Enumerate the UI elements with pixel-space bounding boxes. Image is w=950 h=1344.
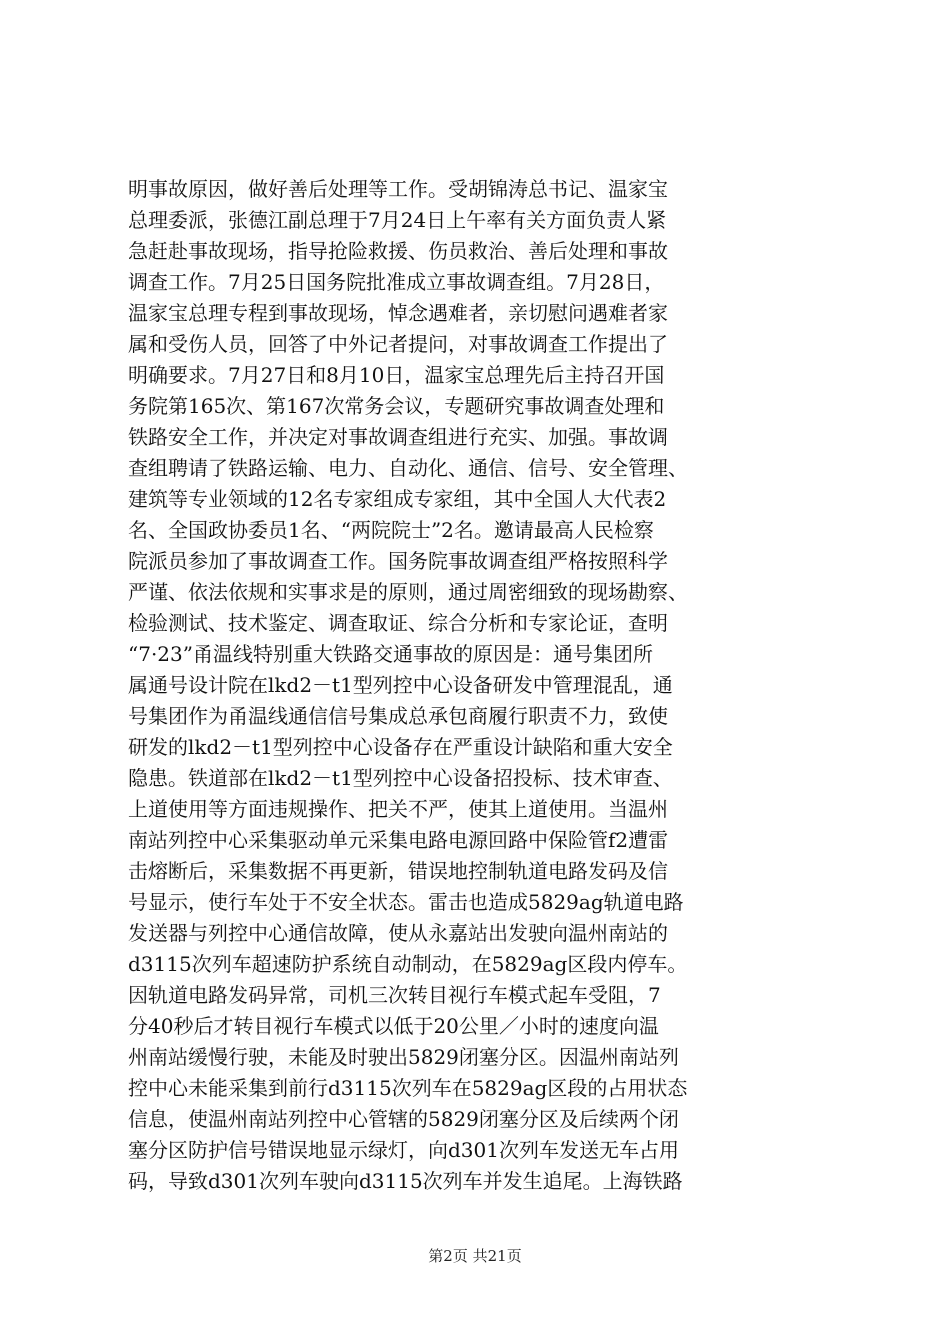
text-line: “7·23”甬温线特别重大铁路交通事故的原因是：通号集团所 [128,642,653,666]
text-line: 南站列控中心采集驱动单元采集电路电源回路中保险管f2遭雷 [128,828,669,852]
text-line: 号集团作为甬温线通信信号集成总承包商履行职责不力，致使 [128,704,668,728]
text-line: 发送器与列控中心通信故障，使从永嘉站出发驶向温州南站的 [128,921,668,945]
text-line: 院派员参加了事故调查工作。国务院事故调查组严格按照科学 [128,549,668,573]
text-line: 因轨道电路发码异常，司机三次转目视行车模式起车受阻，7 [128,983,661,1007]
text-line: 码，导致d301次列车驶向d3115次列车并发生追尾。上海铁路 [128,1169,683,1193]
text-line: 击熔断后，采集数据不再更新，错误地控制轨道电路发码及信 [128,859,668,883]
text-line: 铁路安全工作，并决定对事故调查组进行充实、加强。事故调 [128,425,668,449]
text-line: 信息，使温州南站列控中心管辖的5829闭塞分区及后续两个闭 [128,1107,679,1131]
text-line: 务院第165次、第167次常务会议，专题研究事故调查处理和 [128,394,665,418]
text-line: 建筑等专业领域的12名专家组成专家组，其中全国人大代表2 [128,487,667,511]
text-line: 名、全国政协委员1名、“两院院士”2名。邀请最高人民检察 [128,518,654,542]
body-text [128,174,828,1197]
text-line: 温家宝总理专程到事故现场，悼念遇难者，亲切慰问遇难者家 [128,301,668,325]
text-line: 分40秒后才转目视行车模式以低于20公里／小时的速度向温 [128,1014,659,1038]
text-line: 明事故原因，做好善后处理等工作。受胡锦涛总书记、温家宝 [128,177,668,201]
text-line: 明确要求。7月27日和8月10日，温家宝总理先后主持召开国 [128,363,665,387]
text-line: 查组聘请了铁路运输、电力、自动化、通信、信号、安全管理、 [128,456,688,480]
text-line: 号显示，使行车处于不安全状态。雷击也造成5829ag轨道电路 [128,890,684,914]
text-line: 上道使用等方面违规操作、把关不严，使其上道使用。当温州 [128,797,668,821]
text-line: 控中心未能采集到前行d3115次列车在5829ag区段的占用状态 [128,1076,688,1100]
text-line: 严谨、依法依规和实事求是的原则，通过周密细致的现场勘察、 [128,580,688,604]
text-line: 调查工作。7月25日国务院批准成立事故调查组。7月28日， [128,270,665,294]
text-line: 隐患。铁道部在lkd2－t1型列控中心设备招投标、技术审查、 [128,766,673,790]
text-line: 总理委派，张德江副总理于7月24日上午率有关方面负责人紧 [128,208,667,232]
text-line: 属和受伤人员，回答了中外记者提问，对事故调查工作提出了 [128,332,668,356]
text-line: d3115次列车超速防护系统自动制动，在5829ag区段内停车。 [128,952,688,976]
text-line: 急赶赴事故现场，指导抢险救援、伤员救治、善后处理和事故 [128,239,668,263]
page-number-footer: 第2页 共21页 [428,1247,522,1265]
text-line: 研发的lkd2－t1型列控中心设备存在严重设计缺陷和重大安全 [128,735,673,759]
text-line: 属通号设计院在lkd2－t1型列控中心设备研发中管理混乱，通 [128,673,673,697]
text-line: 州南站缓慢行驶，未能及时驶出5829闭塞分区。因温州南站列 [128,1045,679,1069]
text-line: 检验测试、技术鉴定、调查取证、综合分析和专家论证，查明 [128,611,668,635]
text-line: 塞分区防护信号错误地显示绿灯，向d301次列车发送无车占用 [128,1138,679,1162]
